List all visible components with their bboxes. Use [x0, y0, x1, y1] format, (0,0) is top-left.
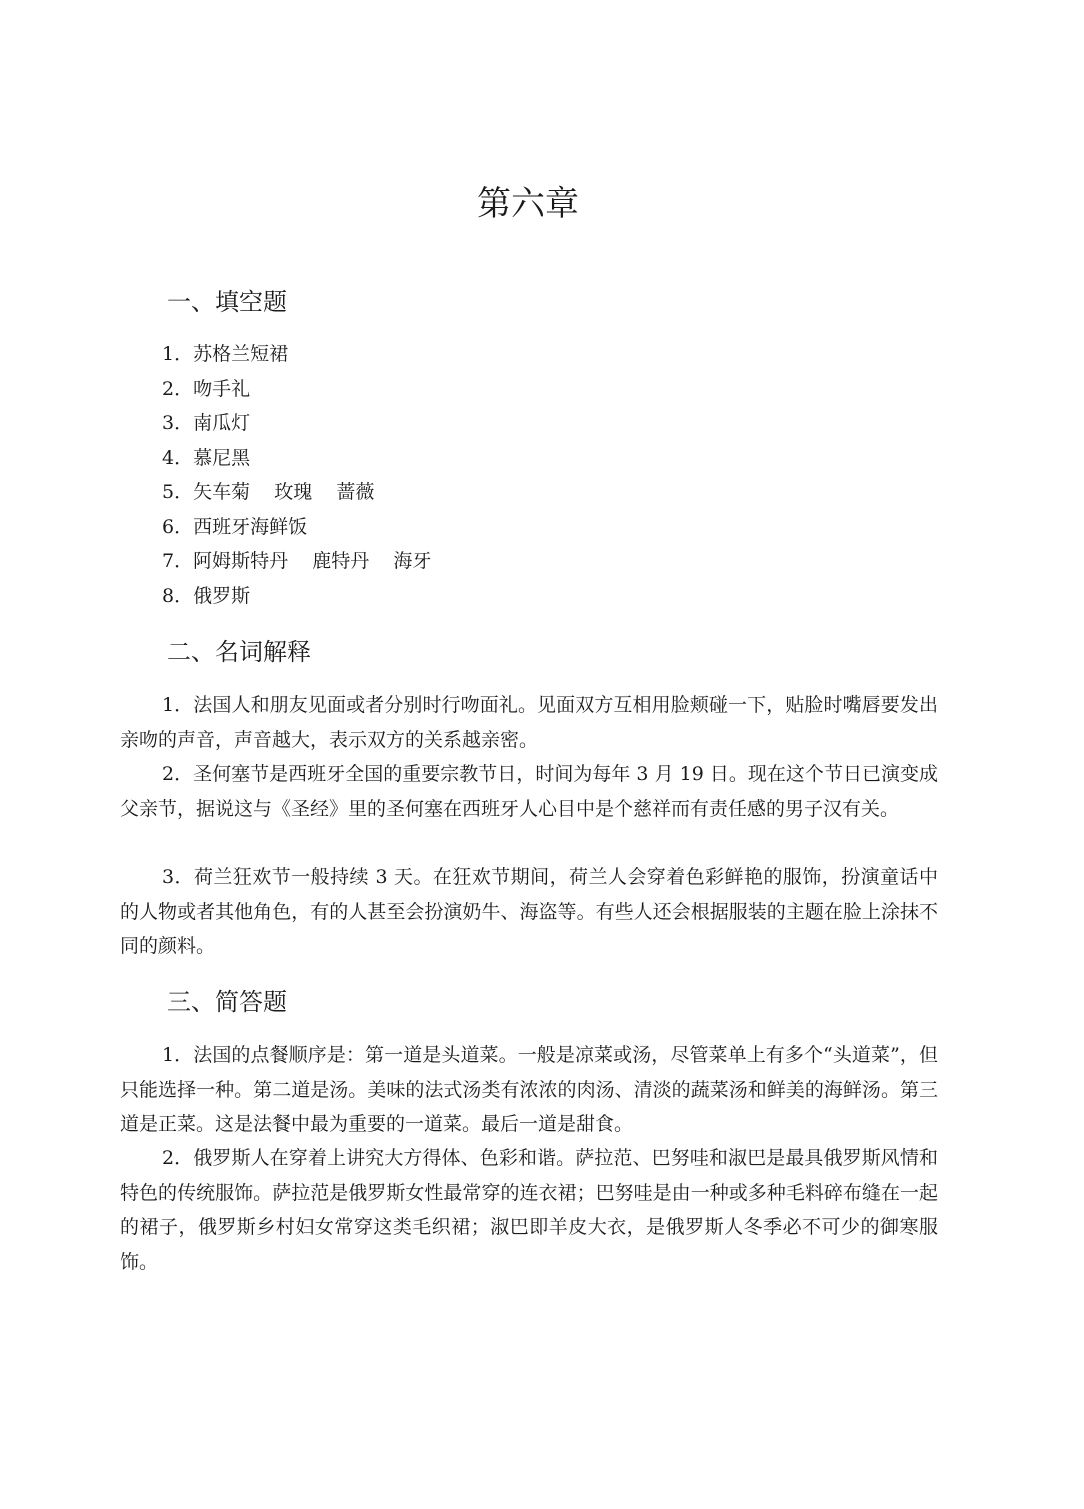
section-heading-short-answer: 三、简答题	[167, 988, 287, 1016]
section-heading-terms: 二、名词解释	[167, 638, 311, 666]
list-item: 1．苏格兰短裙	[162, 343, 289, 365]
list-item: 3．南瓜灯	[162, 412, 251, 434]
list-item: 7．阿姆斯特丹 鹿特丹 海牙	[162, 550, 432, 572]
fill-blank-answer-list	[162, 337, 431, 613]
list-item: 6．西班牙海鲜饭	[162, 515, 308, 538]
section-heading-fill-blank: 一、填空题	[167, 288, 287, 316]
list-item: 2．吻手礼	[162, 377, 251, 400]
list-item: 8．俄罗斯	[162, 584, 251, 607]
term-paragraph: 2．圣何塞节是西班牙全国的重要宗教节日，时间为每年 3 月 19 日。现在这个节日已演变成父亲节，据说这与《圣经》里的圣何塞在西班牙人心目中是个慈祥而有责任感的男子汉有关。	[120, 763, 938, 820]
chapter-title: 第六章	[477, 184, 579, 224]
list-item: 5．矢车菊 玫瑰 蔷薇	[162, 481, 375, 503]
list-item: 4．慕尼黑	[162, 446, 251, 469]
term-paragraph: 1．法国人和朋友见面或者分别时行吻面礼。见面双方互相用脸颊碰一下，贴脸时嘴唇要发出亲吻的声音，声音越大，表示双方的关系越亲密。	[120, 694, 938, 751]
answer-paragraph: 2．俄罗斯人在穿着上讲究大方得体、色彩和谐。萨拉范、巴努哇和淑巴是最具俄罗斯风情和特色的传统服饰。萨拉范是俄罗斯女性最常穿的连衣裙；巴努哇是由一种或多种毛料碎布缝在一起的裙子，俄罗斯乡村妇女常穿这类毛织裙；淑巴即羊皮大衣，是俄罗斯人冬季必不可少的御寒服饰。	[120, 1147, 938, 1273]
answer-paragraph: 1．法国的点餐顺序是：第一道是头道菜。一般是凉菜或汤，尽管菜单上有多个“头道菜”，但只能选择一种。第二道是汤。美味的法式汤类有浓浓的肉汤、清淡的蔬菜汤和鲜美的海鲜汤。第三道是正菜。这是法餐中最为重要的一道菜。最后一道是甜食。	[120, 1044, 938, 1135]
term-paragraph: 3．荷兰狂欢节一般持续 3 天。在狂欢节期间，荷兰人会穿着色彩鲜艳的服饰，扮演童话中的人物或者其他角色，有的人甚至会扮演奶牛、海盗等。有些人还会根据服装的主题在脸上涂抹不同的颜料。	[120, 866, 938, 957]
